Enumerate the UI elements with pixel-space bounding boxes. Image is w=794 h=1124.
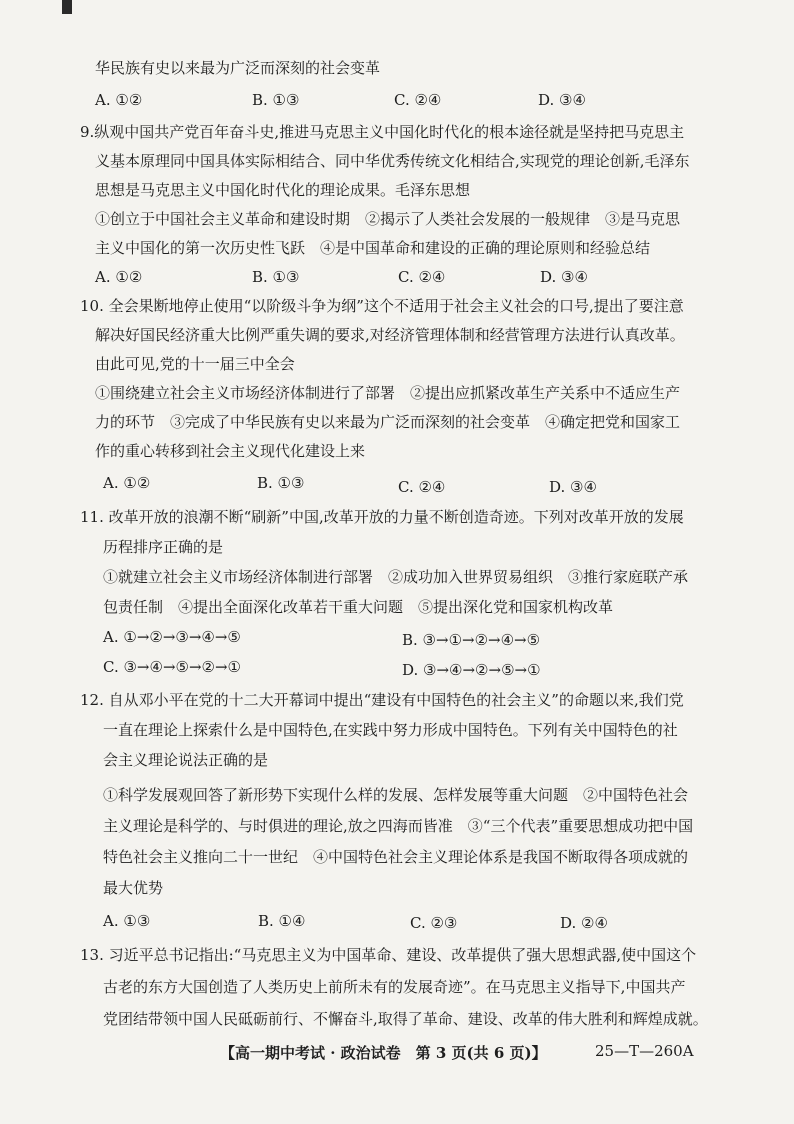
q10-choice-line: 力的环节 ③完成了中华民族有史以来最为广泛而深刻的社会变革 ④确定把党和国家工 bbox=[95, 413, 681, 431]
q10-stem-line: 10. 全会果断地停止使用“以阶级斗争为纲”这个不适用于社会主义社会的口号,提出了要注意 bbox=[80, 297, 684, 315]
q11-option-d[interactable]: D. ③→④→②→⑤→① bbox=[402, 661, 541, 679]
q13-stem-line: 党团结带领中国人民砥砺前行、不懈奋斗,取得了革命、建设、改革的伟大胜利和辉煌成就。 bbox=[103, 1010, 708, 1028]
q12-option-d[interactable]: D. ②④ bbox=[560, 914, 608, 932]
q10-choice-line: ①围绕建立社会主义市场经济体制进行了部署 ②提出应抓紧改革生产关系中不适应生产 bbox=[95, 384, 681, 402]
q11-option-b[interactable]: B. ③→①→②→④→⑤ bbox=[402, 631, 541, 649]
q9-choice-line: ①创立于中国社会主义革命和建设时期 ②揭示了人类社会发展的一般规律 ③是马克思 bbox=[95, 210, 681, 228]
q10-option-a[interactable]: A. ①② bbox=[103, 474, 151, 492]
q12-choice-line: 特色社会主义推向二十一世纪 ④中国特色社会主义理论体系是我国不断取得各项成就的 bbox=[103, 848, 689, 866]
q11-choice-line: ①就建立社会主义市场经济体制进行部署 ②成功加入世界贸易组织 ③推行家庭联产承 bbox=[103, 568, 689, 586]
q11-choice-line: 包责任制 ④提出全面深化改革若干重大问题 ⑤提出深化党和国家机构改革 bbox=[103, 598, 614, 616]
q8-option-a[interactable]: A. ①② bbox=[95, 91, 143, 109]
q11-option-c[interactable]: C. ③→④→⑤→②→① bbox=[103, 658, 241, 676]
q12-option-a[interactable]: A. ①③ bbox=[103, 912, 151, 930]
q12-choice-line: 主义理论是科学的、与时俱进的理论,放之四海而皆准 ③“三个代表”重要思想成功把中国 bbox=[103, 817, 694, 835]
q11-stem-line: 11. 改革开放的浪潮不断“刷新”中国,改革开放的力量不断创造奇迹。下列对改革开放的发展 bbox=[80, 508, 684, 526]
q12-stem-line: 12. 自从邓小平在党的十二大开幕词中提出“建设有中国特色的社会主义”的命题以来,我们党 bbox=[80, 691, 684, 709]
q9-option-b[interactable]: B. ①③ bbox=[252, 268, 300, 286]
q11-stem-line: 历程排序正确的是 bbox=[103, 538, 224, 556]
q12-stem-line: 一直在理论上探索什么是中国特色,在实践中努力形成中国特色。下列有关中国特色的社 bbox=[103, 721, 678, 739]
q10-option-d[interactable]: D. ③④ bbox=[549, 478, 597, 496]
page-footer-title: 【高一期中考试 · 政治试卷 第 3 页(共 6 页)】 bbox=[220, 1044, 547, 1062]
q9-option-a[interactable]: A. ①② bbox=[95, 268, 143, 286]
q8-option-d[interactable]: D. ③④ bbox=[538, 91, 586, 109]
q11-option-a[interactable]: A. ①→②→③→④→⑤ bbox=[103, 628, 241, 646]
q12-stem-line: 会主义理论说法正确的是 bbox=[103, 751, 269, 769]
q8-option-c[interactable]: C. ②④ bbox=[394, 91, 442, 109]
q10-choice-line: 作的重心转移到社会主义现代化建设上来 bbox=[95, 442, 366, 460]
q10-option-c[interactable]: C. ②④ bbox=[398, 478, 446, 496]
q8-tail: 华民族有史以来最为广泛而深刻的社会变革 bbox=[95, 59, 381, 77]
q9-stem-line: 义基本原理同中国具体实际相结合、同中华优秀传统文化相结合,实现党的理论创新,毛泽东 bbox=[95, 152, 690, 170]
q10-option-b[interactable]: B. ①③ bbox=[257, 474, 305, 492]
q12-choice-line: 最大优势 bbox=[103, 879, 164, 897]
q12-option-c[interactable]: C. ②③ bbox=[410, 914, 458, 932]
q13-stem-line: 古老的东方大国创造了人类历史上前所未有的发展奇迹”。在马克思主义指导下,中国共产 bbox=[103, 978, 686, 996]
q8-option-b[interactable]: B. ①③ bbox=[252, 91, 300, 109]
q9-stem-line: 9.纵观中国共产党百年奋斗史,推进马克思主义中国化时代化的根本途径就是坚持把马克思主 bbox=[80, 123, 685, 141]
page-footer-code: 25—T—260A bbox=[595, 1042, 694, 1060]
q9-option-d[interactable]: D. ③④ bbox=[540, 268, 588, 286]
q12-option-b[interactable]: B. ①④ bbox=[258, 912, 306, 930]
scan-edge-mark bbox=[62, 0, 72, 14]
q10-stem-line: 由此可见,党的十一届三中全会 bbox=[95, 355, 295, 373]
q9-stem-line: 思想是马克思主义中国化时代化的理论成果。毛泽东思想 bbox=[95, 181, 471, 199]
q12-choice-line: ①科学发展观回答了新形势下实现什么样的发展、怎样发展等重大问题 ②中国特色社会 bbox=[103, 786, 689, 804]
q9-option-c[interactable]: C. ②④ bbox=[398, 268, 446, 286]
q10-stem-line: 解决好国民经济重大比例严重失调的要求,对经济管理体制和经营管理方法进行认真改革。 bbox=[95, 326, 685, 344]
q9-choice-line: 主义中国化的第一次历史性飞跃 ④是中国革命和建设的正确的理论原则和经验总结 bbox=[95, 239, 651, 257]
q13-stem-line: 13. 习近平总书记指出:“马克思主义为中国革命、建设、改革提供了强大思想武器,使中国这个 bbox=[80, 946, 697, 964]
